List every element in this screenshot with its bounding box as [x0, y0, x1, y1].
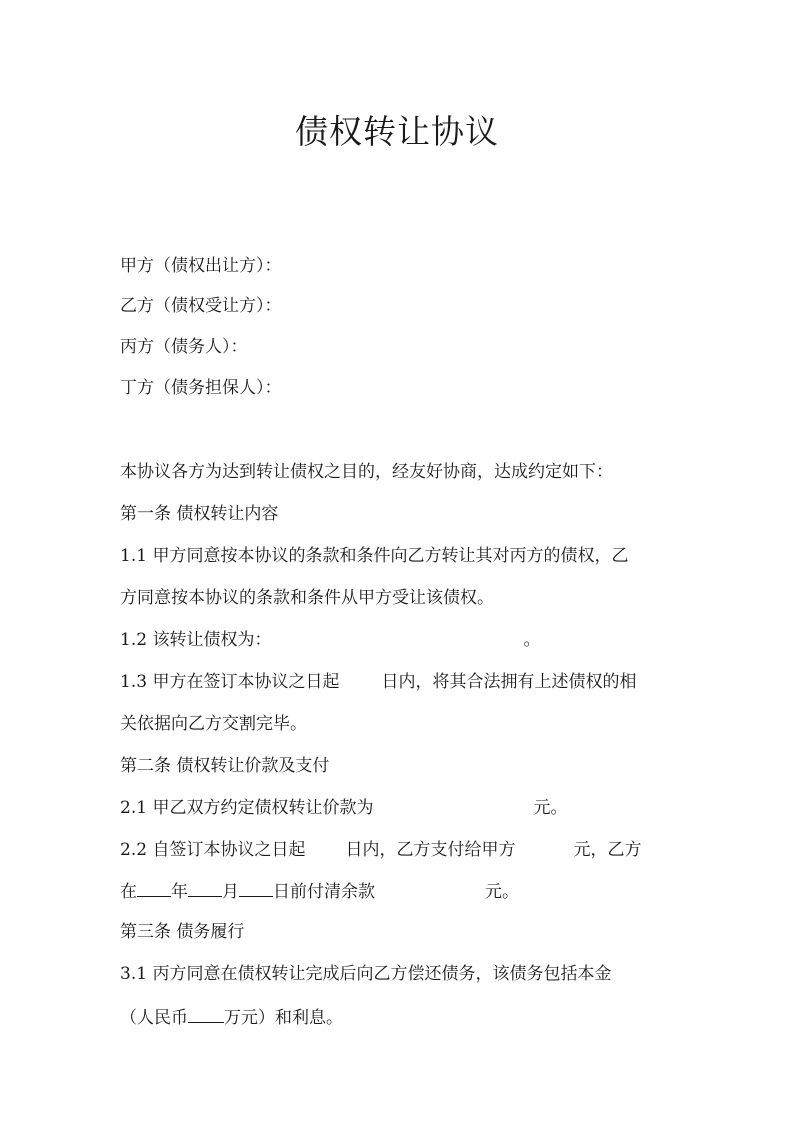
month-blank [188, 878, 222, 897]
clause-1-1-line-2: 方同意按本协议的条款和条件从甲方受让该债权。 [120, 588, 494, 608]
clause-2-2-text-c: 元，乙方 [573, 840, 642, 860]
clause-1-2-text: 1.2 该转让债权为： [120, 630, 272, 650]
clause-2-1-end: 元。 [533, 798, 568, 818]
clause-1-2-line [120, 628, 540, 652]
party-d-line: 丁方（债务担保人）： [120, 378, 282, 398]
article-3-heading: 第三条 债务履行 [120, 922, 245, 942]
article-2-heading: 第二条 债权转让价款及支付 [120, 756, 330, 776]
clause-1-2-end: 。 [523, 630, 541, 650]
clause-2-2-text-e: 年 [171, 882, 188, 902]
clause-3-1-text-b: 万元）和利息。 [224, 1008, 343, 1028]
clause-2-2-text-a: 2.2 自签订本协议之日起 [120, 840, 306, 860]
article-1-heading: 第一条 债权转让内容 [120, 504, 279, 524]
clause-2-1-text: 2.1 甲乙双方约定债权转让价款为 [120, 798, 374, 818]
year-blank [137, 878, 171, 897]
clause-1-3-text-b: 日内，将其合法拥有上述债权的相 [381, 672, 637, 692]
clause-2-2-line-1 [120, 838, 641, 862]
clause-2-2-text-g: 日前付清余款 [273, 882, 375, 902]
clause-1-3-line-1 [120, 670, 636, 694]
party-c-line: 丙方（债务人）： [120, 337, 248, 357]
day-blank [239, 878, 273, 897]
clause-1-1-line-1: 1.1 甲方同意按本协议的条款和条件向乙方转让其对丙方的债权，乙 [120, 546, 629, 566]
amount-blank [188, 1004, 224, 1023]
clause-2-2-line-2 [120, 878, 519, 904]
party-b-line: 乙方（债权受让方）： [120, 296, 282, 316]
clause-1-3-line-2: 关依据向乙方交割完毕。 [120, 714, 307, 734]
clause-3-1-line-2 [120, 1004, 343, 1030]
clause-2-2-text-h: 元。 [485, 882, 519, 902]
clause-2-2-text-f: 月 [222, 882, 239, 902]
intro-line: 本协议各方为达到转让债权之目的，经友好协商，达成约定如下： [120, 462, 613, 482]
document-title: 债权转让协议 [295, 112, 499, 151]
party-a-line: 甲方（债权出让方）： [120, 256, 282, 276]
clause-2-1-line [120, 796, 567, 820]
clause-2-2-text-d: 在 [120, 882, 137, 902]
clause-3-1-line-1: 3.1 丙方同意在债权转让完成后向乙方偿还债务，该债务包括本金 [120, 964, 612, 984]
clause-2-2-text-b: 日内，乙方支付给甲方 [345, 840, 516, 860]
clause-1-3-text-a: 1.3 甲方在签订本协议之日起 [120, 672, 340, 692]
clause-3-1-text-a: （人民币 [120, 1008, 188, 1028]
